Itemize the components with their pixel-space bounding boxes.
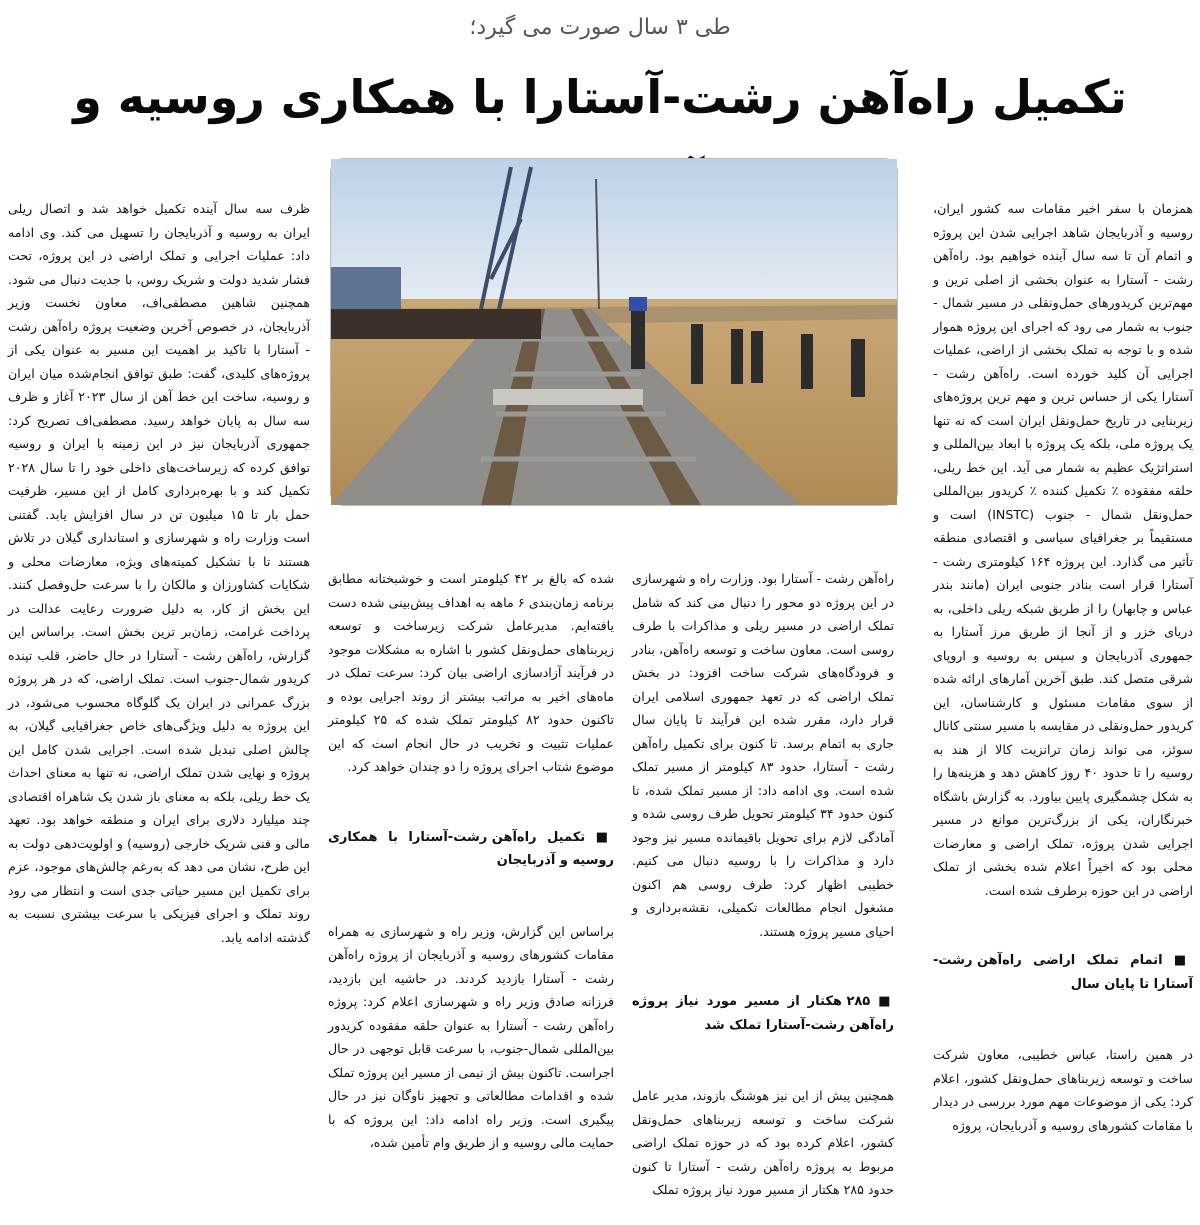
paragraph: همچنین پیش از این نیز هوشنگ بازوند، مدیر عامل شرکت ساخت و توسعه زیربناهای حمل‌ونقل کشور، اعلام کرده بود که در حوزه تملک اراضی مربوط به پروژه راه‌آهن رشت - آستارا تا کنون حدود ۲۸۵ هکتار از مسیر مورد نیاز پروژه تملک	[627, 1088, 894, 1197]
paragraph: در همین راستا، عباس خطیبی، معاون شرکت ساخت و توسعه زیربناهای حمل‌ونقل کشور، اعلام کرد: یکی از موضوعات مهم مورد بررسی در دیدار با مقامات کشورهای روسیه و آذربایجان، پروژه	[928, 1047, 1193, 1133]
subheading: ■ اتمام تملک اراضی راه‌آهن رشت-آستارا تا پایان سال	[933, 953, 1193, 992]
paragraph: براساس این گزارش، وزیر راه و شهرسازی به همراه مقامات کشورهای روسیه و آذربایجان از پروژه راه‌آهن رشت - آستارا بازدید کردند. در حاشیه این بازدید، فرزانه صادق وزیر راه و شهرسازی اعلام کرد: پروژه راه‌آهن رشت - آستارا به عنوان حلقه مفقوده کریدور بین‌المللی شمال-جنوب، با سرعت قابل توجهی در حال اجراست. تاکنون بیش از نیمی از مسیر این پروژه تملک شده و اقدامات مطالعاتی و تجهیز ناوگان نیز در حال پیگیری است. وزیر راه ادامه داد: این پروژه که با حمایت مالی روسیه و از طریق وام تأمین شده،	[323, 923, 614, 1150]
paragraph: شده که بالغ بر ۴۲ کیلومتر است و خوشبختانه مطابق برنامه زمان‌بندی ۶ ماهه به اهداف پیش‌بینی شده دست یافته‌ایم. مدیرعامل شرکت زیرساخت و توسعه زیربناهای حمل‌ونقل کشور با اشاره به مشکلات موجود در فرآیند آزادسازی اراضی بیان کرد: سرعت تملک در ماه‌های اخیر به مراتب بیشتر از روند اجرایی بوده و تاکنون حدود ۸۲ کیلومتر تملک شده که ۲۵ کیلومتر عملیات تثبیت و تخریب در حال انجام است که این موضوع شتاب اجرای پروژه را دو چندان خواهد کرد.	[323, 571, 614, 774]
article-column-middle-left	[323, 520, 615, 1150]
subheading: ■ ۲۸۵ هکتار از مسیر مورد نیاز پروژه راه‌آهن رشت-آستارا تملک شد	[627, 994, 894, 1033]
paragraph: ظرف سه سال آینده تکمیل خواهد شد و اتصال ریلی ایران به روسیه و آذربایجان را تسهیل می کند. وی ادامه داد: عملیات اجرایی و تملک اراضی در این پروژه، تحت فشار شدید دولت و شریک روس، با جدیت دنبال می شود. همچنین شاهین مصطفی‌اف، معاون نخست وزیر آذربایجان، در خصوص آخرین وضعیت پروژه راه‌آهن رشت - آستارا با تاکید بر اهمیت این مسیر به عنوان یکی از پروژه‌های کلیدی، گفت: طبق توافق انجام‌شده میان ایران و روسیه، ساخت این خط آهن از سال ۲۰۲۳ آغاز و ظرف سه سال به پایان خواهد رسید. مصطفی‌اف تصریح کرد: جمهوری آذربایجان نیز در این زمینه با ایران و روسیه توافق کرده که زیرساخت‌های داخلی خود را تا سال ۲۰۲۸ تکمیل کند و با بهره‌برداری کامل از این مسیر، ظرفیت حمل بار تا ۱۵ میلیون تن در سال افزایش یابد. گفتنی است وزارت راه و شهرسازی و استانداری گیلان در تلاش هستند تا با تشکیل کمیته‌های ویژه، معارضات محلی و شکایات کشاورزان و مالکان را با سرعت حل‌وفصل کنند. این بخش از کار، به دلیل ضرورت رعایت عدالت در پرداخت غرامت، زمان‌بر ترین بخش است. براساس این گزارش، راه‌آهن رشت - آستارا در حال حاضر، قلب تپنده کریدور شمال-جنوب است. تملک اراضی، که در هر پروژه بزرگ عمرانی در ایران یک گلوگاه محسوب می‌شود، در این پروژه به دلیل ویژگی‌های خاص جغرافیایی گیلان، به چالش اصلی تبدیل شده است. اجرایی شدن کامل این پروژه و نهایی شدن تملک اراضی، نه تنها به معنای احداث یک خط ریلی، بلکه به معنای باز شدن یک شاهراه اقتصادی چند میلیارد دلاری برای ایران و منطقه خواهد بود. تعهد مالی و فنی شریک خارجی (روسیه) و اولویت‌دهی دولت به این طرح، نشان می دهد که به‌رغم چالش‌های موجود، عزم برای تکمیل این مسیر حیاتی جدی است و انتظار می رود روند تملک و اجرای فیزیکی با سرعت بیشتری نسبت به گذشته ادامه یابد.	[3, 201, 311, 945]
paragraph: راه‌آهن رشت - آستارا بود. وزارت راه و شهرسازی در این پروژه دو محور را دنبال می کند که شامل تملک اراضی در مسیر ریلی و مذاکرات با طرف روسی است. معاون ساخت و توسعه راه‌آهن، بنادر و فرودگاه‌های شرکت ساخت افزود: در بخش تملک اراضی که در تعهد جمهوری اسلامی ایران قرار دارد، مقرر شده این فرآیند تا پایان سال جاری به اتمام برسد. تا کنون برای تکمیل راه‌آهن رشت - آستارا، حدود ۸۳ کیلومتر از مسیر تملک شده است. وی ادامه داد: از مسیر تملک شده، تا کنون حدود ۳۴ کیلومتر تحویل طرف روسی شده و آمادگی لازم برای تحویل باقیمانده مسیر نیز وجود دارد و مذاکرات را با روسیه دنبال می کنیم. خطیبی اظهار کرد: طرف روسی هم اکنون مشغول انجام مطالعات تکمیلی، نقشه‌برداری و احیای مسیر پروژه هستند.	[627, 571, 894, 939]
kicker: طی ۳ سال صورت می گیرد؛	[469, 15, 731, 40]
paragraph: همزمان با سفر اخیر مقامات سه کشور ایران، روسیه و آذربایجان شاهد اجرایی شدن این پروژه و اتمام آن تا سه سال آینده خواهیم بود. راه‌آهن رشت - آستارا به عنوان بخشی از اصلی ترین و مهم‌ترین کریدورهای حمل‌ونقلی در مسیر شمال - جنوب به شمار می رود که اجرای این پروژه هموار شده و با توجه به تملک بخشی از اراضی، عملیات اجرایی آن کلید خورده است. راه‌آهن رشت - آستارا یکی از حساس ترین و مهم ترین پروژه‌های زیربنایی در تاریخ حمل‌ونقل ایران است که نه تنها یک پروژه ملی، بلکه یک پروژه با ابعاد بین‌المللی و استراتژیک عظیم به شمار می آید. این خط ریلی، حلقه مفقوده ٪ تکمیل کننده ٪ کریدور بین‌المللی حمل‌ونقل شمال - جنوب (INSTC) است و مستقیماً بر جغرافیای سیاسی و اقتصادی منطقه تأثیر می گذارد. این پروژه ۱۶۴ کیلومتری رشت - آستارا قرار است بنادر جنوبی ایران (مانند بندر عباس و چابهار) را از طریق شبکه ریلی داخلی، به دریای خزر و از آنجا از طریق مرز آستارا به جمهوری آذربایجان و سپس به روسیه و اروپای شرقی متصل کند. طبق آخرین آمارهای ارائه شده از سوی مقامات مسئول و کارشناسان، این کریدور حمل‌ونقلی در مقایسه با مسیر سنتی کانال سوئز، می تواند زمان ترانزیت کالا از هند به روسیه را تا حدود ۴۰ روز کاهش دهد و هزینه‌ها را به شکل چشمگیری پایین بیاورد. به گزارش باشگاه خبرنگاران، یکی از بزرگ‌ترین موانع در مسیر اجرایی شدن پروژه، تملک اراضی و معارضات محلی بود که اخیراً اعلام شده بخشی از تملک اراضی در این حوزه برطرف شده است.	[928, 201, 1193, 898]
article-column-left	[3, 150, 311, 1126]
article-column-right	[928, 150, 1193, 1133]
railway-construction-photo	[330, 158, 898, 506]
article-column-middle-right	[627, 520, 894, 1197]
page-title: تکمیل راه‌آهن رشت-آستارا با همکاری روسیه و	[73, 70, 1127, 124]
subheading: ■ تکمیل راه‌آهن رشت-آستارا با همکاری روسیه و آذربایجان	[323, 829, 615, 868]
